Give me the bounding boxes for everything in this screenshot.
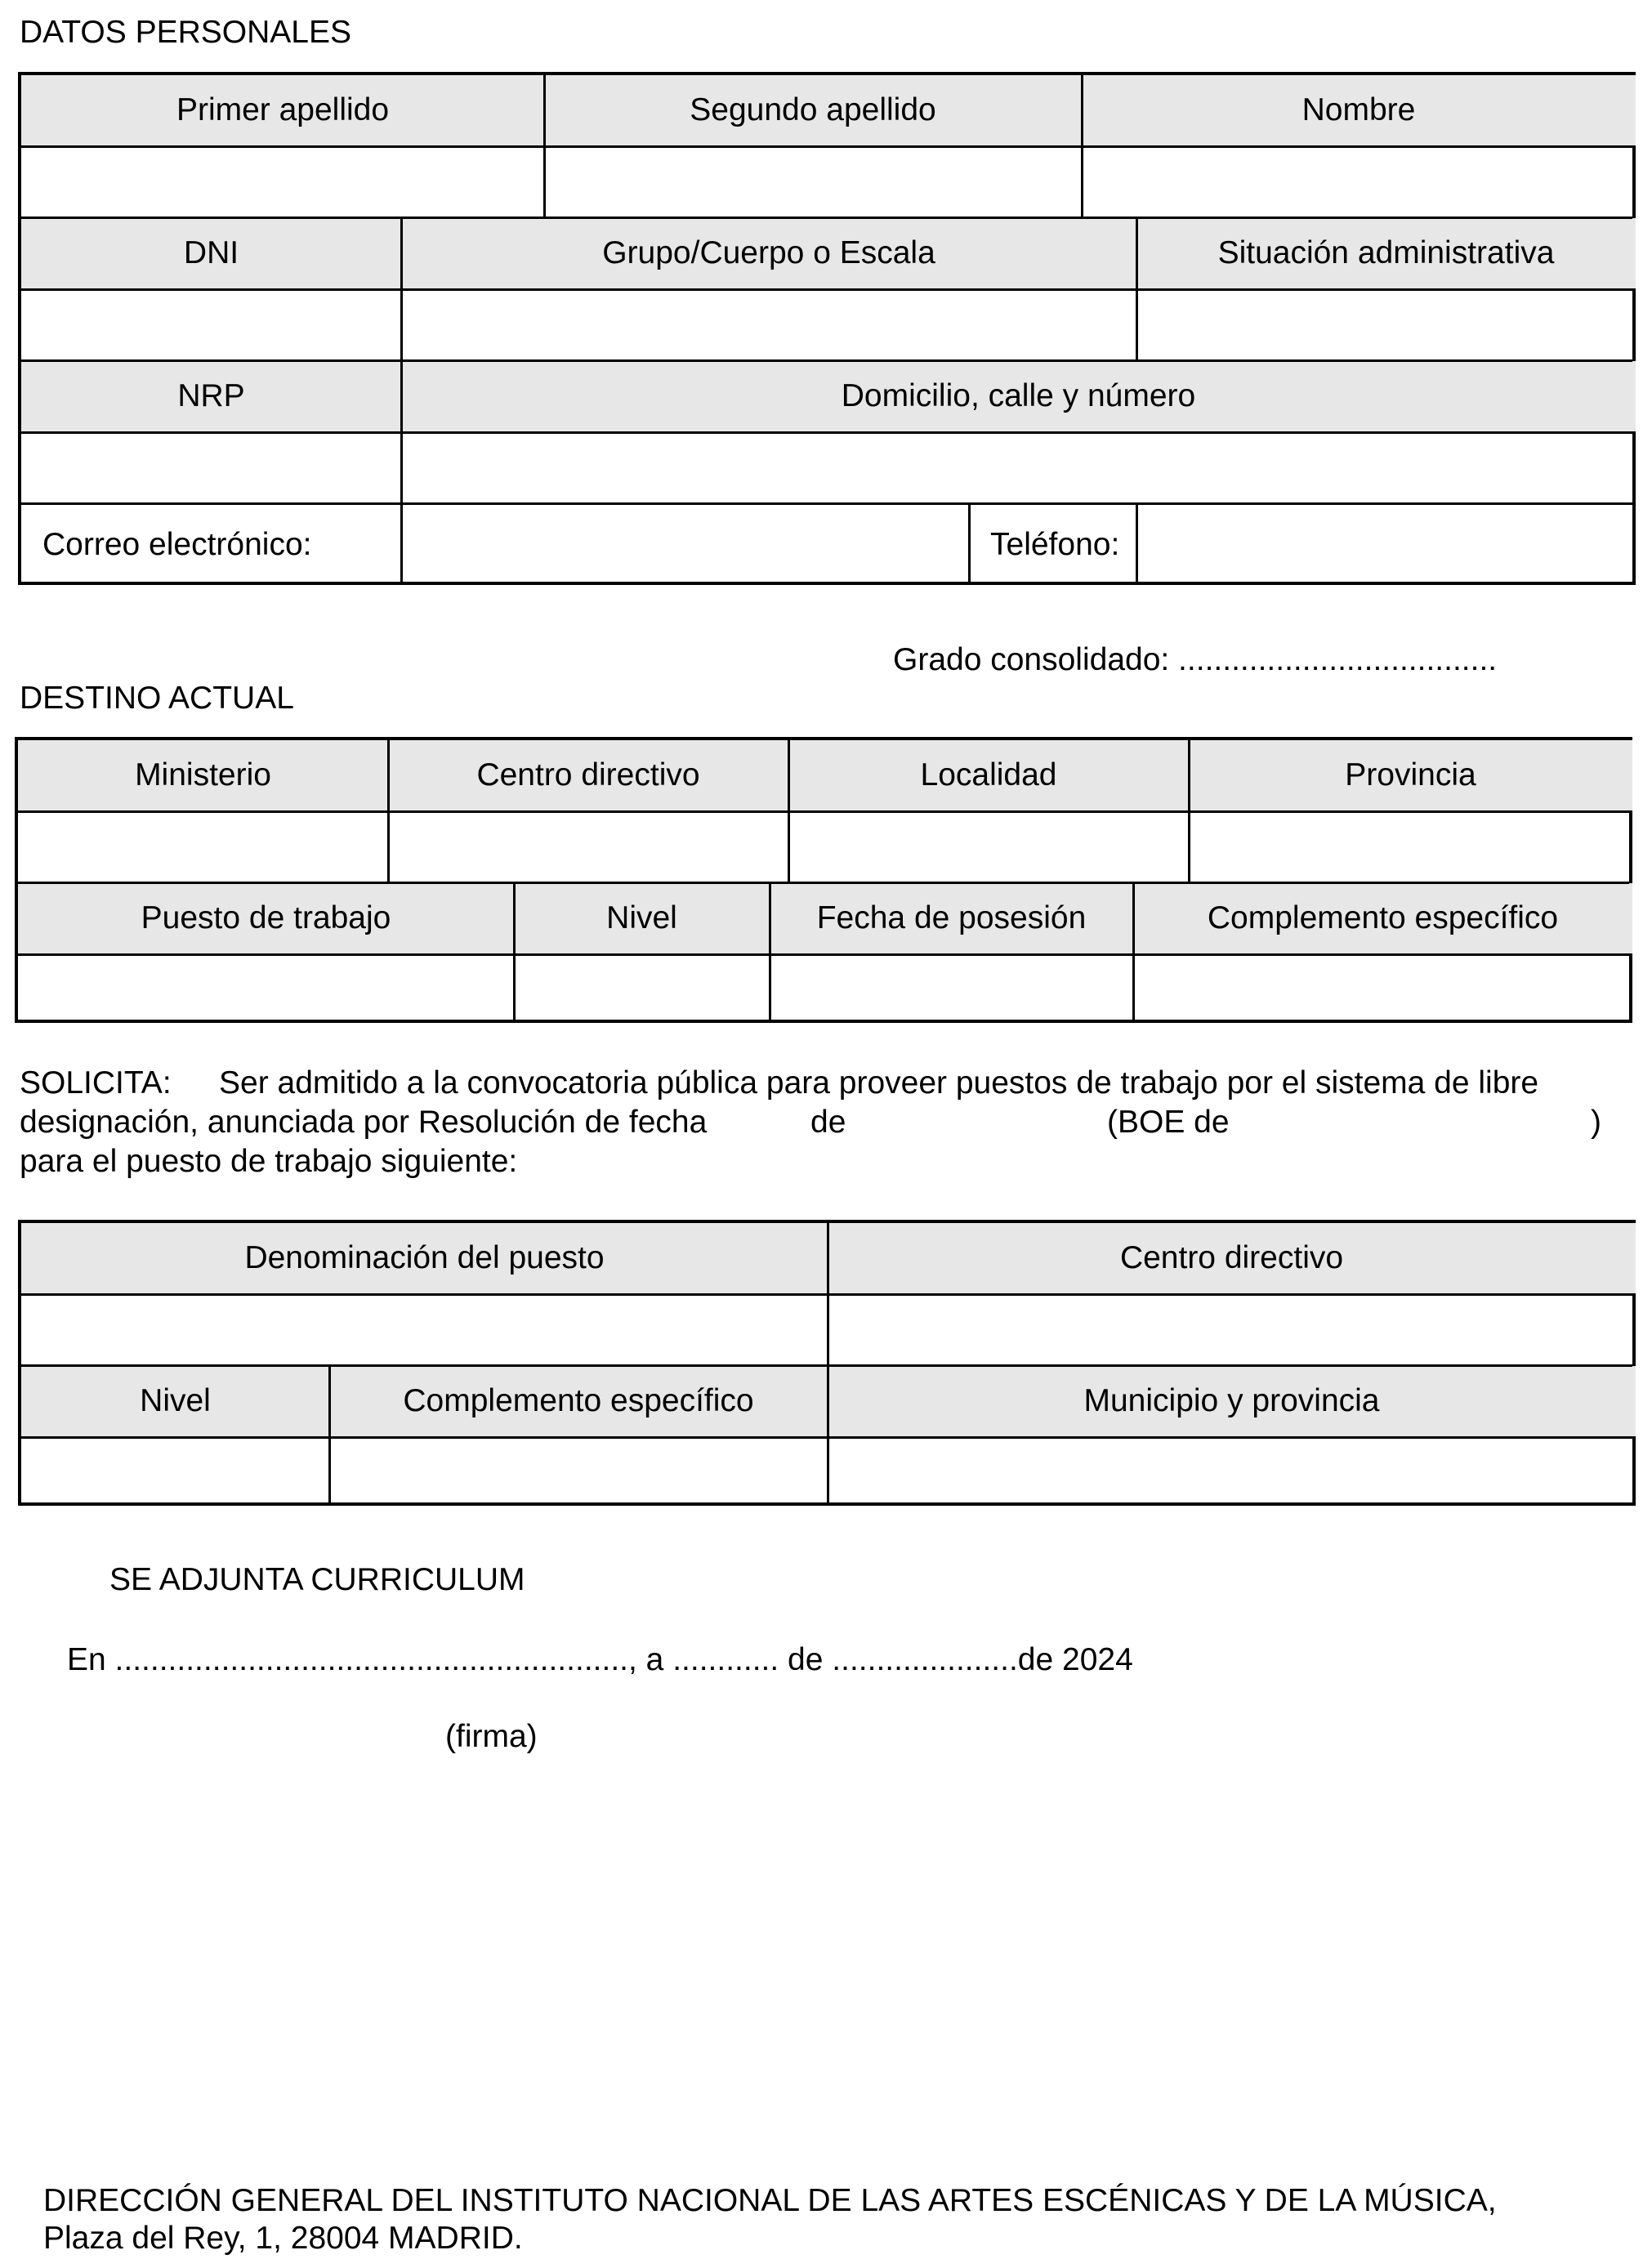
solicita-line3: para el puesto de trabajo siguiente:: [20, 1144, 518, 1179]
header-municipio-provincia: Municipio y provincia: [828, 1366, 1636, 1436]
destino-actual-heading: DESTINO ACTUAL: [20, 681, 294, 716]
solicita-label: SOLICITA:: [20, 1065, 172, 1101]
situacion-administrativa-field[interactable]: [1136, 290, 1636, 359]
correo-field[interactable]: [401, 504, 969, 585]
puesto-nivel-field[interactable]: [21, 1438, 329, 1506]
header-domicilio: Domicilio, calle y número: [401, 361, 1636, 431]
header-situacion-administrativa: Situación administrativa: [1136, 218, 1636, 288]
header-ministerio: Ministerio: [18, 740, 388, 810]
header-puesto-nivel: Nivel: [21, 1366, 329, 1436]
personal-data-table: [18, 72, 1636, 585]
header-puesto-centro-directivo: Centro directivo: [828, 1223, 1636, 1293]
adjunta-curriculum: SE ADJUNTA CURRICULUM: [109, 1562, 525, 1597]
header-denominacion-puesto: Denominación del puesto: [21, 1223, 828, 1293]
telefono-field[interactable]: [1136, 504, 1636, 585]
provincia-field[interactable]: [1189, 812, 1632, 882]
correo-label: Correo electrónico:: [42, 526, 312, 562]
firma-label: (firma): [445, 1719, 538, 1754]
domicilio-field[interactable]: [401, 433, 1636, 502]
denominacion-puesto-field[interactable]: [21, 1295, 828, 1364]
header-centro-directivo: Centro directivo: [388, 740, 788, 810]
header-nombre: Nombre: [1082, 75, 1636, 145]
solicita-line2-c: (BOE de: [1107, 1105, 1230, 1140]
header-localidad: Localidad: [788, 740, 1189, 810]
grado-consolidado: Grado consolidado: ....................................: [893, 642, 1498, 677]
header-provincia: Provincia: [1189, 740, 1632, 810]
municipio-provincia-field[interactable]: [828, 1438, 1636, 1506]
solicita-line2-b: de: [810, 1105, 846, 1140]
centro-directivo-field[interactable]: [388, 812, 788, 882]
solicita-line2-d: ): [1591, 1105, 1601, 1140]
header-complemento-especifico: Complemento específico: [1133, 883, 1632, 953]
header-fecha-posesion: Fecha de posesión: [770, 883, 1133, 953]
header-puesto-trabajo: Puesto de trabajo: [18, 883, 514, 953]
header-puesto-complemento: Complemento específico: [329, 1366, 828, 1436]
footer-line1: DIRECCIÓN GENERAL DEL INSTITUTO NACIONAL DE LAS ARTES ESCÉNICAS Y DE LA MÚSICA,: [43, 2183, 1497, 2218]
footer-line2: Plaza del Rey, 1, 28004 MADRID.: [43, 2221, 523, 2256]
fecha-line: En .........................................................., a ............ de .....................de 2024: [67, 1642, 1133, 1677]
destino-actual-table: [15, 737, 1632, 1023]
grupo-cuerpo-field[interactable]: [401, 290, 1136, 359]
telefono-label: Teléfono:: [990, 526, 1120, 562]
complemento-especifico-field[interactable]: [1133, 955, 1632, 1023]
header-nivel: Nivel: [514, 883, 770, 953]
segundo-apellido-field[interactable]: [544, 147, 1082, 217]
header-grupo-cuerpo: Grupo/Cuerpo o Escala: [401, 218, 1136, 288]
puesto-table: [18, 1220, 1636, 1506]
header-nrp: NRP: [21, 361, 401, 431]
dni-field[interactable]: [21, 290, 401, 359]
puesto-trabajo-field[interactable]: [18, 955, 514, 1023]
primer-apellido-field[interactable]: [21, 147, 544, 217]
nombre-field[interactable]: [1082, 147, 1636, 217]
solicita-line2-a: designación, anunciada por Resolución de fecha: [20, 1105, 708, 1140]
fecha-posesion-field[interactable]: [770, 955, 1133, 1023]
personal-data-heading: DATOS PERSONALES: [20, 15, 352, 50]
puesto-centro-directivo-field[interactable]: [828, 1295, 1636, 1364]
puesto-complemento-field[interactable]: [329, 1438, 828, 1506]
ministerio-field[interactable]: [18, 812, 388, 882]
solicita-line1: Ser admitido a la convocatoria pública para proveer puestos de trabajo por el sistema de libre: [219, 1065, 1539, 1101]
header-dni: DNI: [21, 218, 401, 288]
header-primer-apellido: Primer apellido: [21, 75, 544, 145]
nivel-field[interactable]: [514, 955, 770, 1023]
nrp-field[interactable]: [21, 433, 401, 502]
header-segundo-apellido: Segundo apellido: [544, 75, 1082, 145]
localidad-field[interactable]: [788, 812, 1189, 882]
